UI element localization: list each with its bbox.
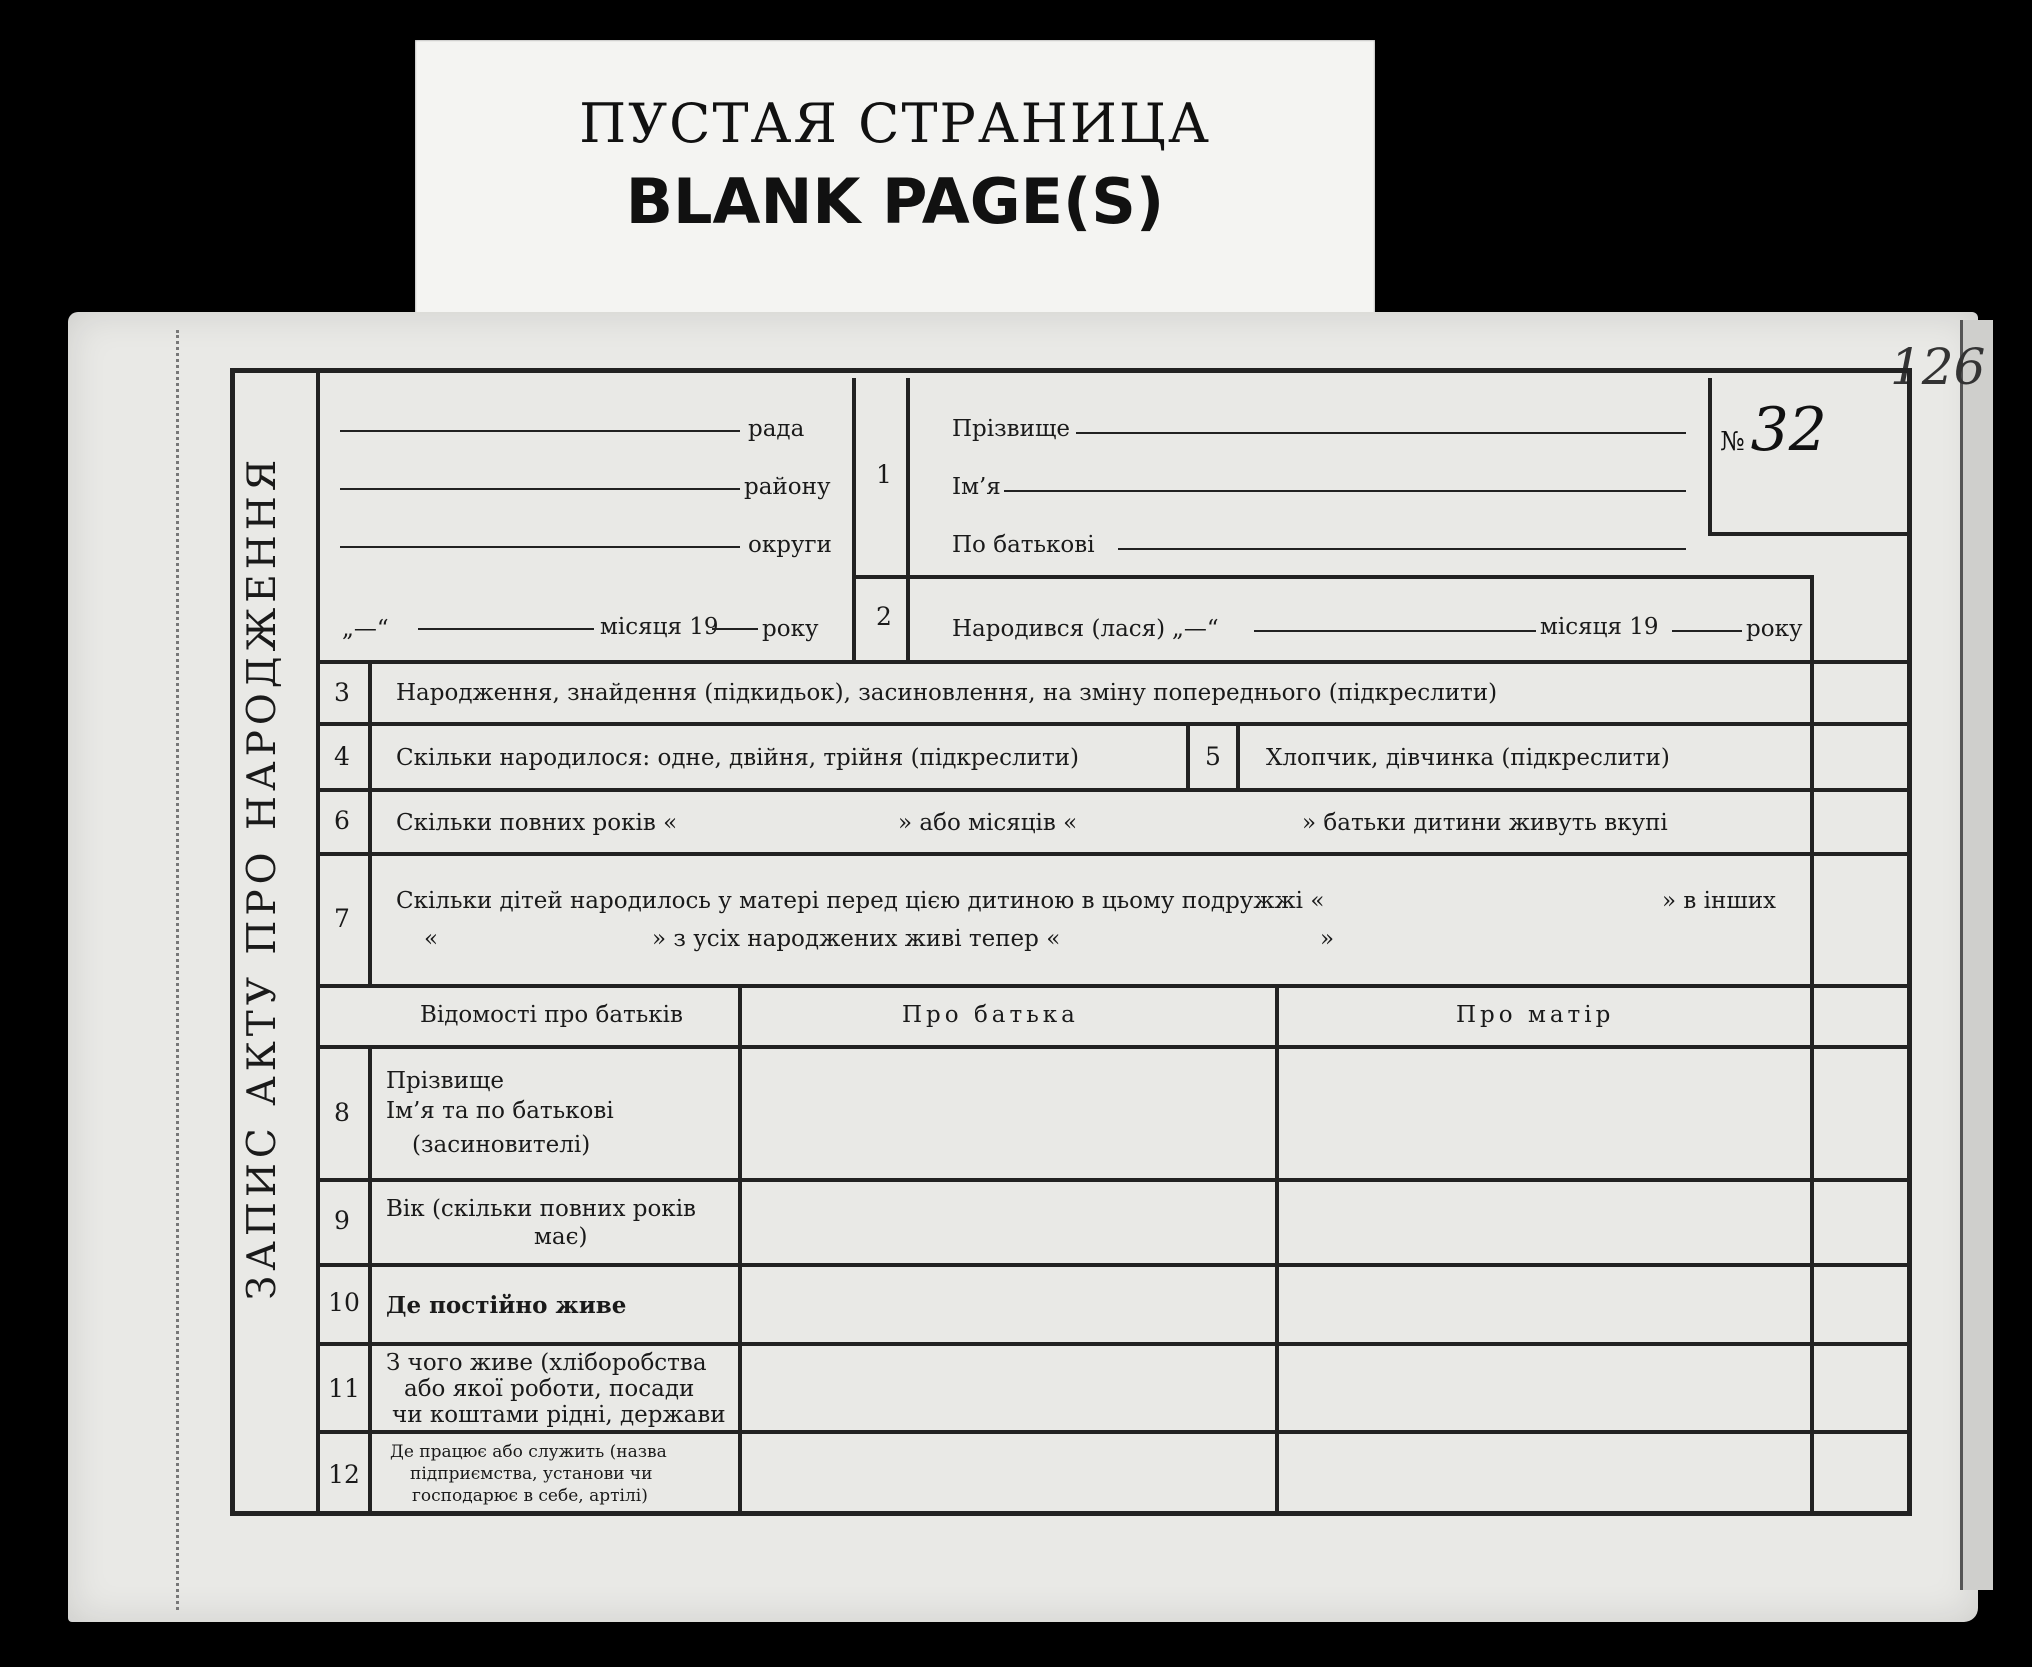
row6-bottom: [316, 852, 1912, 856]
page-number: 126: [1890, 338, 1986, 396]
parents-header-info: Відомості про батьків: [420, 1002, 683, 1028]
header-field1-divider: [852, 575, 1812, 579]
row12-line1: Де працює або служить (назва: [390, 1442, 667, 1462]
row11-line2: або якої роботи, посади: [404, 1376, 695, 1402]
sheet-edge: [1960, 320, 1993, 1590]
row9-number: 9: [334, 1206, 350, 1235]
header-left-divider: [852, 378, 856, 663]
header-bottom-line: [316, 660, 1912, 664]
row7-line2-a: «: [424, 926, 439, 952]
row6-text-c: » батьки дитини живуть вкупі: [1302, 810, 1668, 836]
name-label: Ім’я: [952, 474, 1001, 500]
row5-number: 5: [1205, 742, 1221, 771]
header-date-quotes: „—“: [342, 616, 389, 642]
row4-row5-divider-a: [1186, 724, 1190, 788]
row10-number: 10: [328, 1288, 360, 1317]
row3-number: 3: [334, 678, 350, 707]
rada-label: рада: [748, 416, 805, 442]
born-month-blank: [1254, 630, 1536, 632]
slip-title-en: BLANK PAGE(S): [625, 165, 1165, 238]
record-number-label: №: [1720, 427, 1745, 457]
row8-number: 8: [334, 1098, 350, 1127]
row11-line3: чи коштами рідні, держави: [392, 1402, 726, 1428]
form-vertical-title: ЗАПИС АКТУ ПРО НАРОДЖЕННЯ: [240, 454, 285, 1300]
row6-text-b: » або місяців «: [898, 810, 1078, 836]
parents-number-divider: [368, 1047, 372, 1516]
row10-bottom: [316, 1342, 1912, 1346]
parents-header-father: Про батька: [902, 1002, 1079, 1028]
row8-bottom: [316, 1178, 1912, 1182]
field1-number: 1: [876, 460, 892, 489]
born-month-label: місяця 19: [1540, 614, 1659, 640]
record-box-bottom: [1708, 532, 1908, 536]
binding-stitch: [176, 330, 185, 1610]
row8-line3: (засиновителі): [412, 1132, 591, 1158]
patronymic-blank: [1118, 548, 1686, 550]
blank-page-slip: [415, 40, 1375, 318]
row7-bottom: [316, 984, 1912, 988]
row6-text-a: Скільки повних років «: [396, 810, 678, 836]
raion-blank: [340, 488, 740, 490]
row10-line1: Де постійно живе: [386, 1292, 627, 1319]
born-date-quotes: „—“: [1172, 616, 1219, 642]
raion-label: району: [744, 474, 831, 500]
parents-header-bottom: [316, 1045, 1912, 1049]
slip-title-ru: ПУСТАЯ СТРАНИЦА: [579, 92, 1211, 155]
header-year-blank: [712, 628, 758, 630]
row5-text: Хлопчик, дівчинка (підкреслити): [1266, 745, 1670, 771]
header-number-divider: [906, 378, 910, 663]
row4-row5-divider-b: [1236, 724, 1240, 788]
row7-line2-b: » з усіх народжених живі тепер «: [652, 926, 1061, 952]
surname-blank: [1076, 432, 1686, 434]
parents-label-divider: [738, 986, 742, 1516]
header-year-label: року: [762, 616, 819, 642]
row12-number: 12: [328, 1460, 360, 1489]
header-month-label: місяця 19: [600, 614, 719, 640]
row4-bottom: [316, 788, 1912, 792]
record-box-left: [1708, 378, 1712, 536]
okruha-label: округи: [748, 532, 832, 558]
row12-line3: господарює в себе, артілі): [412, 1486, 648, 1506]
row12-line2: підприємства, установи чи: [410, 1464, 653, 1484]
row9-line1: Вік (скільки повних років: [386, 1196, 696, 1222]
row11-line1: З чого живе (хліборобства: [386, 1350, 707, 1376]
row9-bottom: [316, 1263, 1912, 1267]
record-number: [1720, 395, 1827, 465]
row11-bottom: [316, 1430, 1912, 1434]
born-year-label: року: [1746, 616, 1803, 642]
row7-number: 7: [334, 904, 350, 933]
born-year-blank: [1672, 630, 1742, 632]
row4-text: Скільки народилося: одне, двійня, трійня (підкреслити): [396, 745, 1079, 771]
row8-line2: Ім’я та по батькові: [386, 1098, 614, 1124]
row3-bottom: [316, 722, 1912, 726]
record-number-value: 32: [1750, 395, 1827, 465]
row6-number: 6: [334, 806, 350, 835]
row8-line1: Прізвище: [386, 1068, 504, 1094]
row-number-column-divider: [368, 660, 372, 985]
surname-label: Прізвище: [952, 416, 1070, 442]
father-mother-divider: [1275, 986, 1279, 1516]
row7-line1-a: Скільки дітей народилось у матері перед цією дитиною в цьому подружжі «: [396, 888, 1325, 914]
row7-line2-c: »: [1320, 926, 1335, 952]
row11-number: 11: [328, 1374, 360, 1403]
okruha-blank: [340, 546, 740, 548]
row9-line2: має): [534, 1224, 588, 1250]
header-month-blank: [418, 628, 594, 630]
field2-number: 2: [876, 602, 892, 631]
row7-line1-b: » в інших: [1662, 888, 1777, 914]
row4-number: 4: [334, 742, 350, 771]
row3-text: Народження, знайдення (підкидьок), засиновлення, на зміну попереднього (підкреслити): [396, 680, 1498, 706]
parents-header-mother: Про матір: [1456, 1002, 1615, 1028]
patronymic-label: По батькові: [952, 532, 1095, 558]
name-blank: [1004, 490, 1686, 492]
born-label: Народився (лася): [952, 616, 1166, 642]
rada-blank: [340, 430, 740, 432]
